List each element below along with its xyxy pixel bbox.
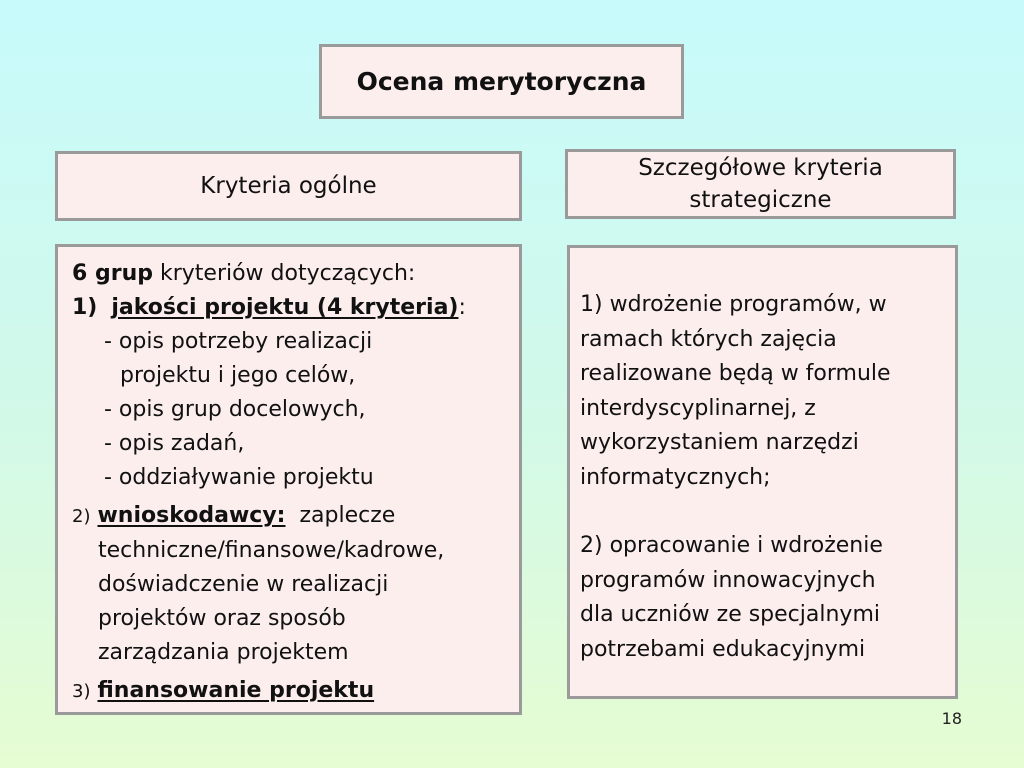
criterion-2-text-first: zaplecze xyxy=(299,503,396,528)
strategic-point-1-line: 1) wdrożenie programów, w xyxy=(580,292,887,317)
criterion-2-label: wnioskodawcy: xyxy=(97,503,286,528)
strategic-point-2-line: 2) opracowanie i wdrożenie xyxy=(580,533,883,558)
strategic-header-line-2: strategiczne xyxy=(689,187,832,213)
strategic-point-1-line: interdyscyplinarnej, z xyxy=(580,395,816,421)
strategic-point-1-line: wykorzystaniem narzędzi xyxy=(580,430,859,455)
intro-line xyxy=(72,257,509,291)
criterion-2-text-line: projektów oraz sposób xyxy=(98,606,346,631)
strategic-criteria-content xyxy=(567,245,958,699)
strategic-point-2-line: potrzebami edukacyjnymi xyxy=(580,636,866,662)
general-criteria-content xyxy=(55,244,522,715)
criterion-1-subitem: projektu i jego celów, xyxy=(120,363,356,388)
strategic-point-2 xyxy=(580,529,947,667)
slide-title-box xyxy=(319,44,684,119)
criterion-2-text-line: zarządzania projektem xyxy=(98,640,349,665)
criterion-1-subitem: - opis zadań, xyxy=(104,431,245,456)
strategic-criteria-header-label xyxy=(638,152,883,216)
criterion-1-number: 1) xyxy=(72,295,98,320)
criterion-2-text-line: doświadczenie w realizacji xyxy=(98,572,389,597)
criterion-3-number: 3) xyxy=(72,681,91,702)
strategic-point-1-line: informatycznych; xyxy=(580,464,771,490)
criterion-3-line xyxy=(72,674,509,709)
criterion-1-label: jakości projektu (4 kryteria) xyxy=(111,295,459,320)
strategic-header-line-1: Szczegółowe kryteria xyxy=(638,155,883,181)
page-number: 18 xyxy=(941,709,962,728)
general-criteria-header xyxy=(55,151,522,221)
strategic-point-1-line: realizowane będą w formule xyxy=(580,361,891,386)
strategic-point-1-line: ramach których zajęcia xyxy=(580,326,837,352)
criterion-2-text-line: techniczne/finansowe/kadrowe, xyxy=(98,538,445,563)
criterion-1-subitem: - opis grup docelowych, xyxy=(104,397,366,422)
criterion-2-line xyxy=(72,499,509,534)
strategic-point-1 xyxy=(580,288,947,495)
slide-title: Ocena merytoryczna xyxy=(356,67,647,96)
criterion-1-subitem: - opis potrzeby realizacji xyxy=(104,329,373,354)
strategic-point-2-line: dla uczniów ze specjalnymi xyxy=(580,602,880,627)
criterion-1-subitem: - oddziaływanie projektu xyxy=(104,465,374,490)
strategic-point-2-line: programów innowacyjnych xyxy=(580,567,876,593)
strategic-criteria-header xyxy=(565,149,956,219)
intro-bold: 6 grup xyxy=(72,261,153,286)
intro-rest: kryteriów dotyczących: xyxy=(152,261,416,286)
general-criteria-header-label: Kryteria ogólne xyxy=(200,173,377,199)
criterion-1-line xyxy=(72,291,509,325)
criterion-1-suffix: : xyxy=(458,295,466,320)
criterion-3-label: finansowanie projektu xyxy=(97,678,375,703)
criterion-2-number: 2) xyxy=(72,506,91,527)
